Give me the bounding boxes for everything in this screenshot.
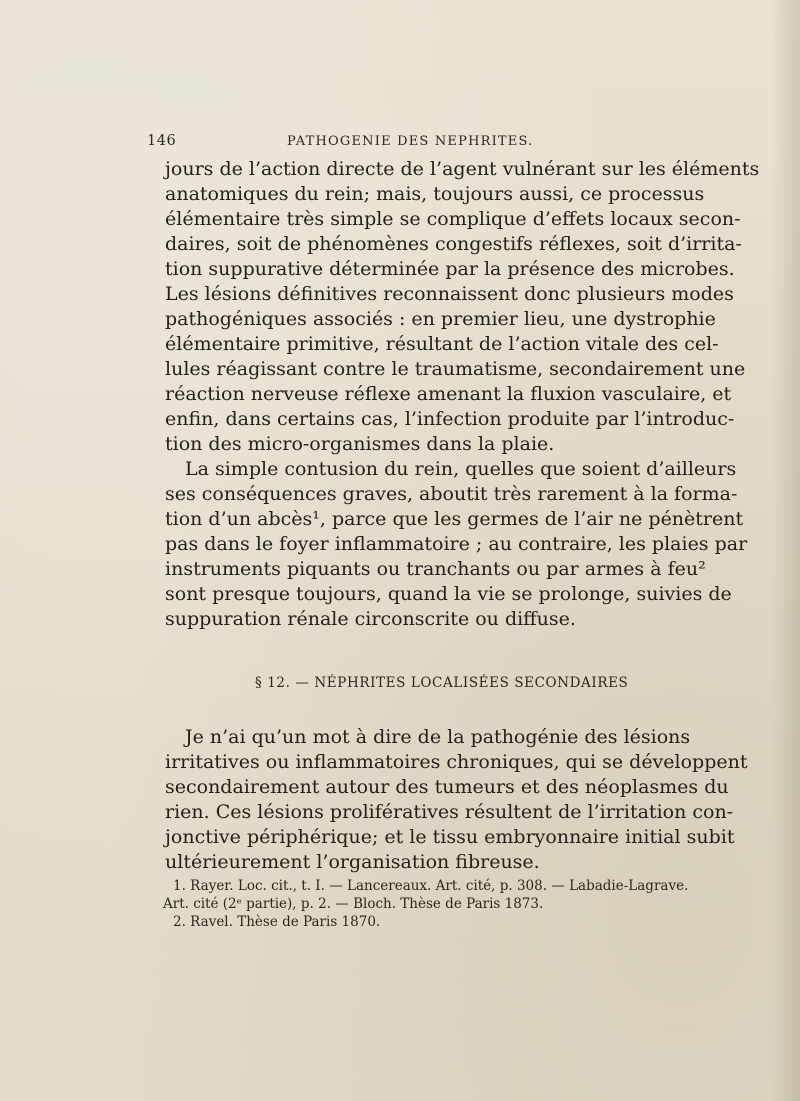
text-line: ultérieurement l’organisation fibreuse. bbox=[165, 851, 540, 873]
footnote-line: Art. cité (2ᵉ partie), p. 2. — Bloch. Thèse de Paris 1873. bbox=[163, 896, 544, 912]
text-line: irritatives ou inflammatoires chroniques, qui se développent bbox=[165, 751, 748, 773]
footnotes bbox=[163, 877, 689, 931]
text-line: tion suppurative déterminée par la présence des microbes. bbox=[165, 258, 735, 280]
text-line: élémentaire très simple se complique d’effets locaux secon- bbox=[165, 208, 741, 230]
paragraph-3 bbox=[165, 725, 748, 875]
text-line: jonctive périphérique; et le tissu embryonnaire initial subit bbox=[165, 826, 735, 848]
text-line: suppuration rénale circonscrite ou diffuse. bbox=[165, 608, 576, 630]
text-line: réaction nerveuse réflexe amenant la fluxion vasculaire, et bbox=[165, 383, 732, 405]
text-line: Je n’ai qu’un mot à dire de la pathogénie des lésions bbox=[185, 726, 691, 748]
text-line: daires, soit de phénomènes congestifs réflexes, soit d’irrita- bbox=[165, 233, 742, 255]
text-line: pathogéniques associés : en premier lieu, une dystrophie bbox=[165, 308, 716, 330]
paragraph-1 bbox=[165, 157, 760, 457]
section-heading: § 12. — NÉPHRITES LOCALISÉES SECONDAIRES bbox=[255, 675, 629, 691]
text-line: sont presque toujours, quand la vie se prolonge, suivies de bbox=[165, 583, 732, 605]
text-line: lules réagissant contre le traumatisme, secondairement une bbox=[165, 358, 746, 380]
footnote-line: 1. Rayer. Loc. cit., t. I. — Lancereaux. Art. cité, p. 308. — Labadie-Lagrave. bbox=[173, 878, 689, 894]
text-line: pas dans le foyer inflammatoire ; au contraire, les plaies par bbox=[165, 533, 748, 555]
running-head bbox=[147, 133, 647, 153]
paragraph-2 bbox=[165, 457, 748, 632]
text-line: secondairement autour des tumeurs et des néoplasmes du bbox=[165, 776, 729, 798]
text-line: ses conséquences graves, aboutit très rarement à la forma- bbox=[165, 483, 738, 505]
text-line: jours de l’action directe de l’agent vulnérant sur les éléments bbox=[165, 158, 760, 180]
text-line: instruments piquants ou tranchants ou par armes à feu² bbox=[165, 558, 706, 580]
page-edge-shadow bbox=[772, 0, 800, 1101]
text-line: rien. Ces lésions prolifératives résultent de l’irritation con- bbox=[165, 801, 734, 823]
text-line: élémentaire primitive, résultant de l’action vitale des cel- bbox=[165, 333, 719, 355]
text-line: Les lésions définitives reconnaissent donc plusieurs modes bbox=[165, 283, 734, 305]
footnote-line: 2. Ravel. Thèse de Paris 1870. bbox=[173, 914, 381, 930]
running-title: PATHOGENIE DES NEPHRITES. bbox=[287, 134, 534, 149]
text-line: tion d’un abcès¹, parce que les germes de l’air ne pénètrent bbox=[165, 508, 744, 530]
text-line: tion des micro-organismes dans la plaie. bbox=[165, 433, 555, 455]
text-line: La simple contusion du rein, quelles que soient d’ailleurs bbox=[185, 458, 737, 480]
text-line: anatomiques du rein; mais, toujours aussi, ce processus bbox=[165, 183, 705, 205]
text-line: enfin, dans certains cas, l’infection produite par l’introduc- bbox=[165, 408, 735, 430]
page-number: 146 bbox=[147, 133, 177, 149]
